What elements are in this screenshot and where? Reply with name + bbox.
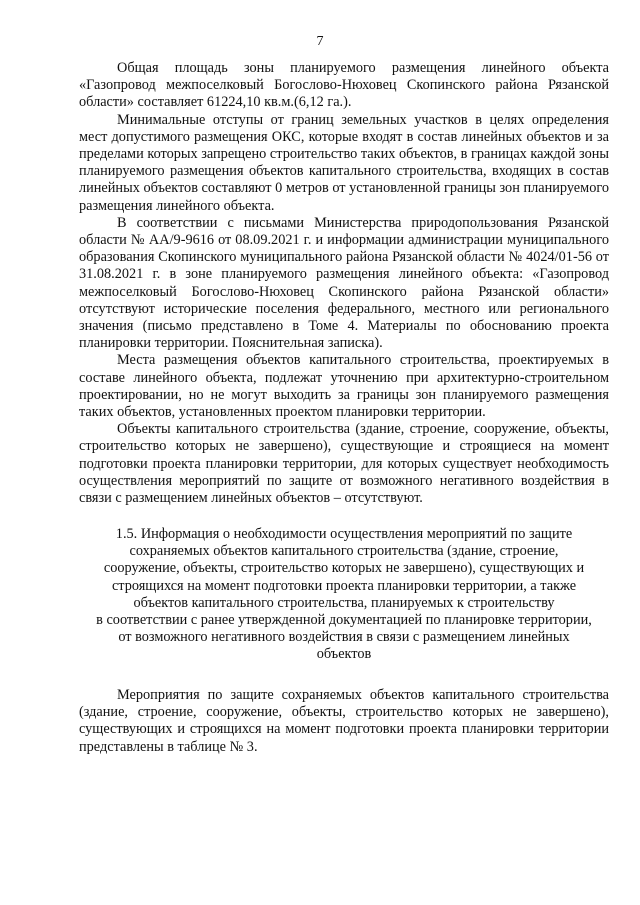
- paragraph-protection-measures: Мероприятия по защите сохраняемых объектов капитального строительства (здание, строение, сооружение, объекты, строительство которых не завершено), существующих и строящихся на момент подготовки проекта планировки территории представлены в таблице № 3.: [79, 687, 609, 755]
- heading-line: сохраняемых объектов капитального строительства (здание, строение,: [129, 543, 559, 560]
- paragraph-historic-settlements: В соответствии с письмами Министерства природопользования Рязанской области № АА/9-9616 от 08.09.2021 г. и информации администрации муниципального образования Скопинского муниципального района Рязанской области № 4024/01-56 от 31.08.2021 г. в зоне планируемого размещения линейного объекта: «Газопровод межпоселковый Богослово-Нюховец Скопинского района Рязанской области» отсутствуют исторические поселения федерального, местного или регионального значения (письмо представлено в Томе 4. Материалы по обоснованию проекта планировки территории. Пояснительная записка).: [79, 214, 609, 352]
- paragraph-protected-objects: Объекты капитального строительства (здание, строение, сооружение, объекты, строительство которых не завершено), существующие и строящиеся на момент подготовки проекта планировки территории, для которых существует необходимость осуществления мероприятий по защите от возможного негативного воздействия в связи с размещением линейных объектов – отсутствуют.: [79, 421, 609, 507]
- heading-line: от возможного негативного воздействия в связи с размещением линейных: [118, 629, 570, 646]
- heading-line: в соответствии с ранее утвержденной документацией по планировке территории,: [96, 612, 592, 629]
- page-number: 7: [316, 34, 324, 49]
- heading-line: строящихся на момент подготовки проекта планировки территории, а также: [111, 577, 577, 594]
- paragraph-min-setbacks: Минимальные отступы от границ земельных участков в целях определения мест допустимого размещения ОКС, которые входят в состав линейных объектов и за пределами которых запрещено строительство таких объектов, в границах каждой зоны планируемого размещения объектов капитального строительства, входящих в состав линейных объектов составляют 0 метров от установленной границы зон планируемого размещения линейного объекта.: [79, 111, 609, 214]
- section-body: [79, 687, 609, 756]
- heading-line: сооружение, объекты, строительство которых не завершено), существующих и: [103, 560, 585, 577]
- paragraph-placement-locations: Места размещения объектов капитального строительства, проектируемых в составе линейного объекта, подлежат уточнению при архитектурно-строительном проектировании, но не могут выходить за границы зон планируемого размещения таких объектов, установленных проектом планировки территории.: [79, 352, 609, 421]
- heading-line: объектов капитального строительства, планируемых к строительству: [133, 594, 555, 611]
- heading-line: 1.5. Информация о необходимости осуществления мероприятий по защите: [115, 526, 573, 542]
- body-text: [79, 60, 609, 507]
- paragraph-total-area: Общая площадь зоны планируемого размещения линейного объекта «Газопровод межпоселковый Богослово-Нюховец Скопинского района Рязанской области» составляет 61224,10 кв.м.(6,12 га.).: [79, 60, 609, 111]
- section-heading: [79, 526, 609, 664]
- heading-line: объектов: [316, 646, 372, 663]
